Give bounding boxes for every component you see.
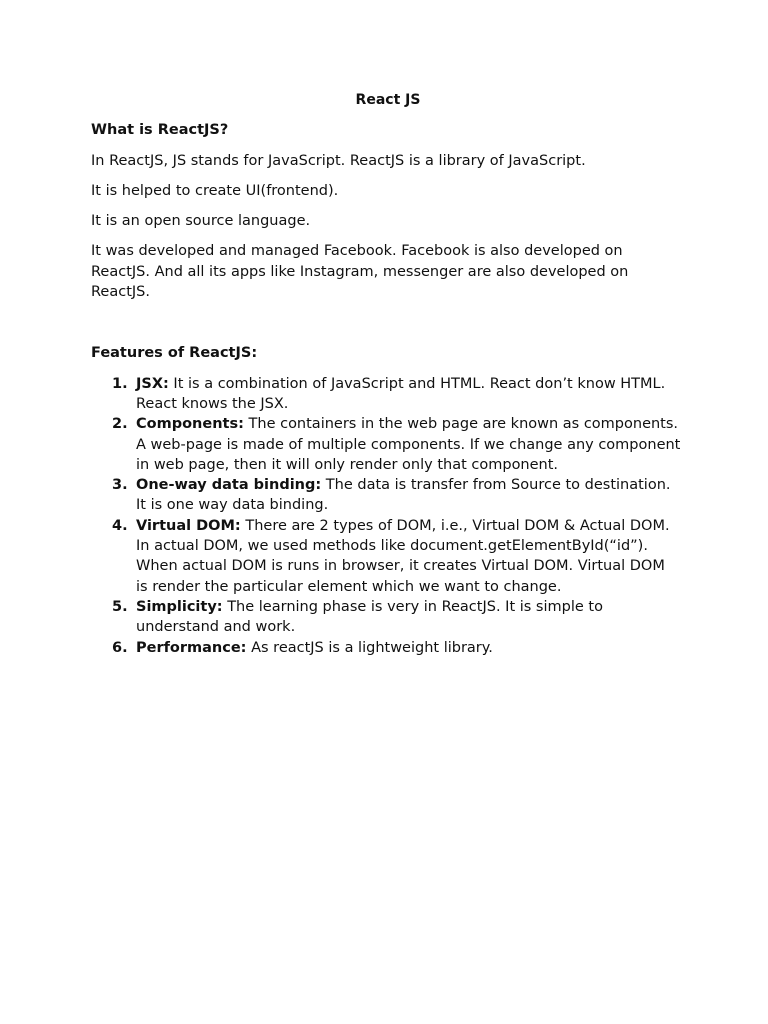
feature-description: There are 2 types of DOM, i.e., Virtual DOM & Actual DOM. In actual DOM, we used methods like document.getElementById(“id”). When actual DOM is runs in browser, it creates Virtual DOM. Virtual DOM is render the particular element which we want to change. — [136, 517, 670, 595]
list-item-jsx — [91, 374, 681, 415]
list-number: 3. — [112, 477, 128, 494]
list-item-components — [91, 414, 681, 475]
list-number: 6. — [112, 639, 128, 656]
feature-term: Simplicity: — [136, 598, 223, 615]
feature-term: JSX: — [136, 375, 169, 392]
features-list — [91, 374, 681, 658]
feature-description: The containers in the web page are known as components. A web-page is made of multiple components. If we change any component in web page, then it will only render only that component. — [136, 416, 681, 473]
list-item-performance — [91, 638, 681, 658]
section-heading-features: Features of ReactJS: — [91, 345, 258, 362]
list-item-virtual-dom — [91, 516, 681, 597]
paragraph-open-source: It is an open source language. — [91, 213, 311, 230]
list-number: 5. — [112, 598, 128, 615]
list-number: 1. — [112, 375, 128, 392]
feature-description: As reactJS is a lightweight library. — [246, 639, 493, 656]
list-item-simplicity — [91, 597, 681, 638]
list-number: 2. — [112, 416, 128, 433]
feature-term: One-way data binding: — [136, 477, 322, 494]
paragraph-facebook: It was developed and managed Facebook. Facebook is also developed on ReactJS. And all its apps like Instagram, messenger are also developed on ReactJS. — [91, 243, 629, 301]
feature-description: It is a combination of JavaScript and HTML. React don’t know HTML. React knows the JSX. — [136, 375, 666, 412]
feature-term: Performance: — [136, 639, 247, 656]
feature-description: The data is transfer from Source to destination. It is one way data binding. — [136, 477, 671, 514]
paragraph-purpose: It is helped to create UI(frontend). — [91, 182, 339, 199]
paragraph-definition: In ReactJS, JS stands for JavaScript. ReactJS is a library of JavaScript. — [91, 152, 586, 169]
section-heading-what-is-reactjs: What is ReactJS? — [91, 122, 229, 139]
document-title: React JS — [355, 92, 421, 108]
list-item-one-way-data-binding — [91, 475, 681, 516]
feature-description: The learning phase is very in ReactJS. It is simple to understand and work. — [136, 598, 603, 636]
spacer — [91, 312, 681, 343]
feature-term: Virtual DOM: — [136, 517, 241, 534]
feature-term: Components: — [136, 416, 244, 433]
list-number: 4. — [112, 517, 128, 534]
document-page — [91, 90, 681, 658]
